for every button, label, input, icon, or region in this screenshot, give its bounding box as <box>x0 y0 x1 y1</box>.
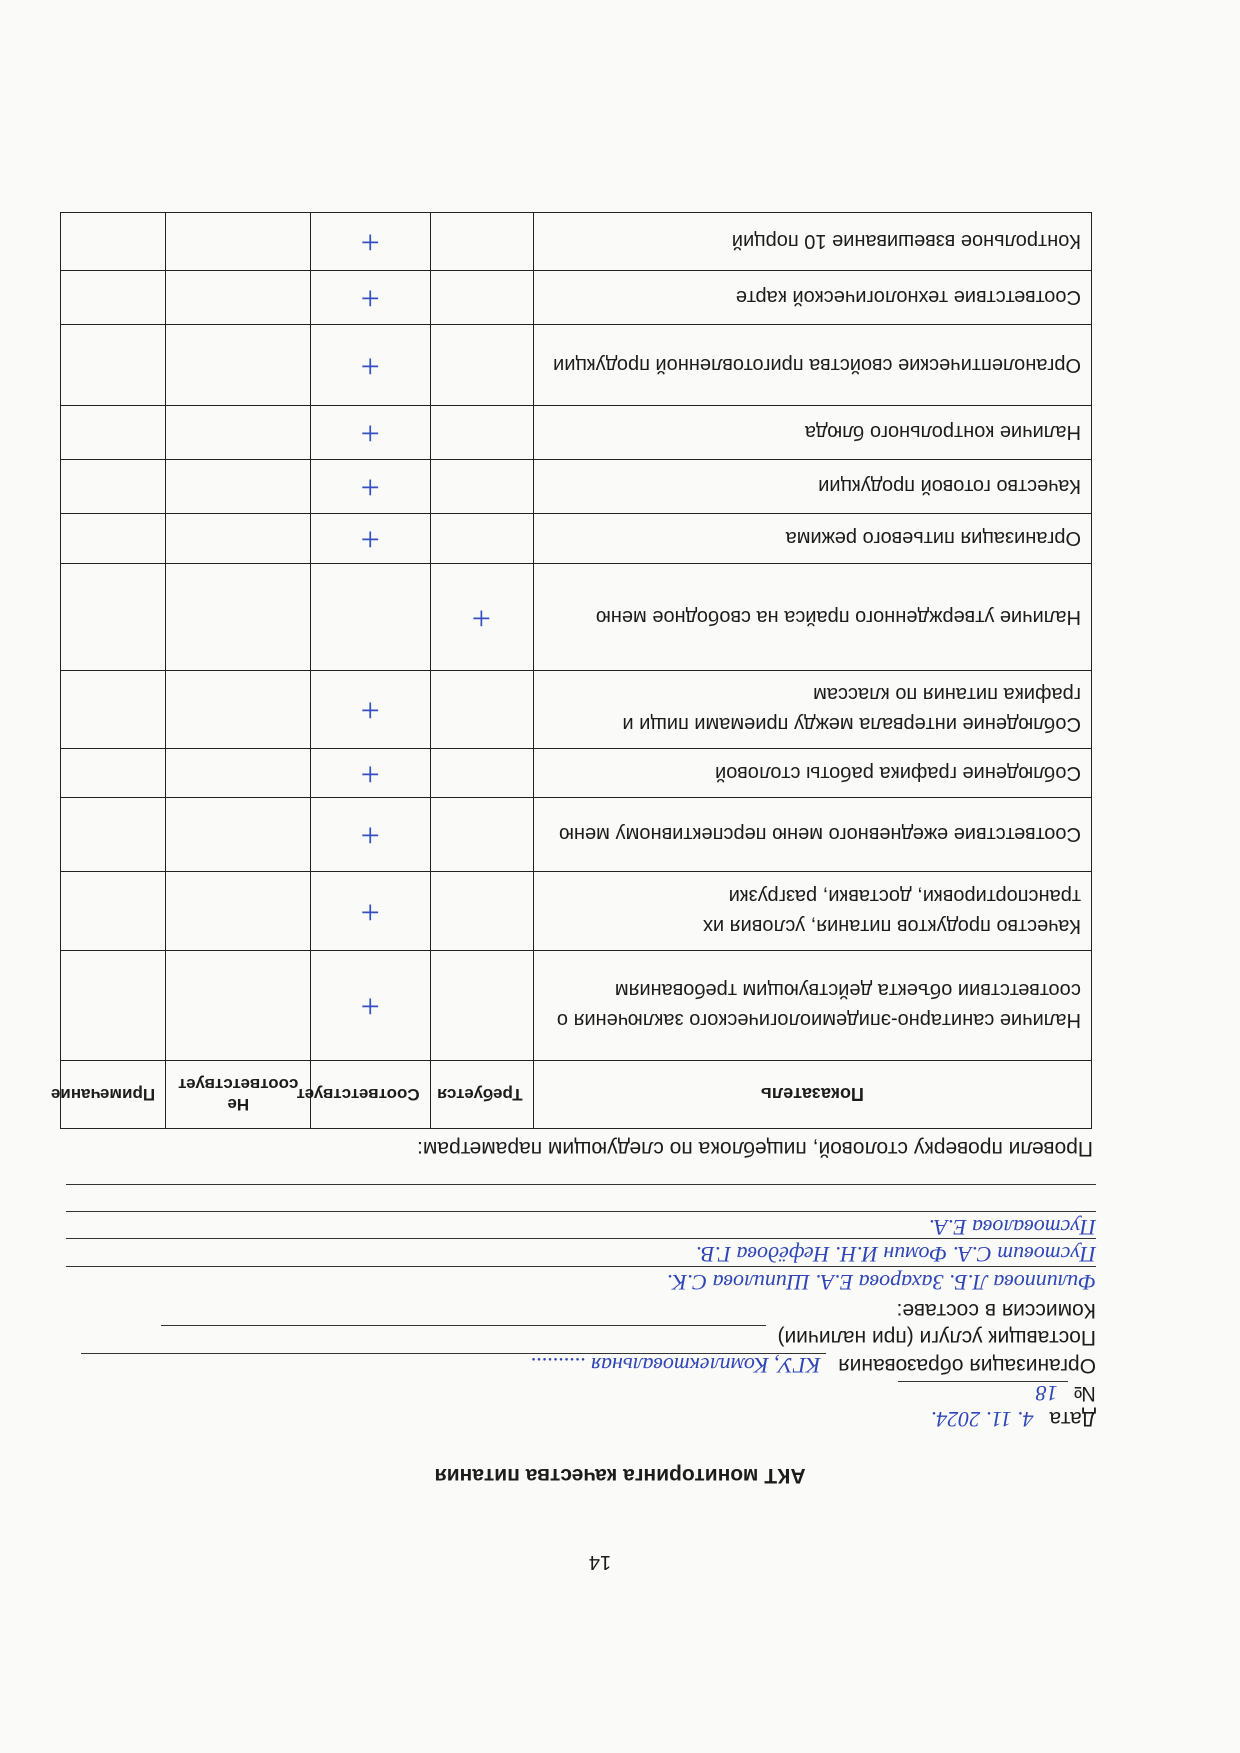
mark-cell <box>61 406 166 460</box>
supplier-label: Поставщик услуги (при наличии) <box>777 1326 1096 1349</box>
mark-cell <box>61 325 166 406</box>
mark-cell: + <box>311 213 430 271</box>
indicator-cell: Наличие санитарно-эпидемиологического заключения о соответствии объекта действующим требованиям <box>533 951 1091 1061</box>
mark-cell <box>166 213 311 271</box>
mark-cell <box>166 325 311 406</box>
indicator-cell: Соответствие технологической карте <box>533 271 1091 325</box>
commission-members: Филиппова Л.Б. Захарова Е.А. Шипилова С.К. <box>666 1270 1096 1295</box>
indicator-cell: Наличие контрольного блюда <box>533 406 1091 460</box>
indicator-cell: Соблюдение графика работы столовой <box>533 749 1091 798</box>
mark-cell: + <box>311 406 430 460</box>
column-header-required: Требуется <box>430 1061 533 1129</box>
table-row <box>61 460 1092 514</box>
mark-cell <box>430 872 533 951</box>
mark-cell <box>430 749 533 798</box>
indicator-cell: Соответствие ежедневного меню перспективному меню <box>533 798 1091 872</box>
mark-cell <box>61 564 166 671</box>
commission-members: Пустовит С.А. Фомин И.Н. Нефёдова Г.В. <box>695 1242 1096 1267</box>
mark-cell <box>166 671 311 749</box>
indicator-cell: Качество готовой продукции <box>533 460 1091 514</box>
supplier-row <box>161 1322 1096 1350</box>
document-title: АКТ мониторинга качества питания <box>434 1464 806 1487</box>
mark-cell <box>430 213 533 271</box>
indicator-cell: Контрольное взвешивание 10 порций <box>533 213 1091 271</box>
mark-cell <box>430 798 533 872</box>
column-header-not-conforms: Не соответствует <box>166 1061 311 1129</box>
number-label: № <box>1073 1382 1096 1405</box>
date-row <box>931 1404 1096 1432</box>
table-row <box>61 798 1092 872</box>
table-row <box>61 749 1092 798</box>
mark-cell <box>61 872 166 951</box>
mark-cell: + <box>311 271 430 325</box>
commission-members: Пустовалова Е.А. <box>928 1215 1096 1240</box>
mark-cell: + <box>430 564 533 671</box>
table-row <box>61 671 1092 749</box>
mark-cell <box>61 671 166 749</box>
organization-row <box>81 1350 1096 1378</box>
mark-cell <box>166 798 311 872</box>
number-value: 18 <box>1035 1381 1058 1406</box>
mark-cell <box>166 749 311 798</box>
commission-line <box>66 1211 1096 1240</box>
indicator-cell: Организация питьевого режима <box>533 514 1091 564</box>
mark-cell <box>166 406 311 460</box>
commission-label: Комиссия в составе: <box>896 1299 1096 1322</box>
mark-cell <box>166 271 311 325</box>
indicator-cell: Качество продуктов питания, условия их транспортировки, доставки, разгрузки <box>533 872 1091 951</box>
mark-cell <box>61 514 166 564</box>
mark-cell: + <box>311 671 430 749</box>
mark-cell: + <box>311 325 430 406</box>
mark-cell <box>430 325 533 406</box>
mark-cell <box>166 564 311 671</box>
intro-text: Провели проверку столовой, пищеблока по следующим параметрам: <box>417 1137 1093 1160</box>
mark-cell: + <box>311 872 430 951</box>
mark-cell <box>166 951 311 1061</box>
page-number: 14 <box>588 1551 612 1573</box>
parameters-table <box>50 212 1092 1129</box>
table-row <box>61 406 1092 460</box>
mark-cell <box>166 514 311 564</box>
number-row <box>898 1378 1096 1406</box>
organization-label: Организация образования <box>838 1354 1096 1377</box>
table-header-row <box>61 1061 1092 1129</box>
indicator-cell: Соблюдение интервала между приемами пищи и графика питания по классам <box>533 671 1091 749</box>
mark-cell <box>430 271 533 325</box>
organization-value: КГУ, Комплектовальная .......... <box>530 1353 821 1378</box>
table-body <box>61 213 1092 1061</box>
mark-cell: + <box>311 514 430 564</box>
mark-cell: + <box>311 460 430 514</box>
table-row <box>61 564 1092 671</box>
mark-cell <box>430 671 533 749</box>
table-row <box>61 213 1092 271</box>
commission-row <box>897 1294 1096 1322</box>
column-header-conforms: Соответствует <box>311 1061 430 1129</box>
table-row <box>61 271 1092 325</box>
mark-cell <box>61 213 166 271</box>
table-row <box>61 514 1092 564</box>
mark-cell <box>61 460 166 514</box>
mark-cell <box>61 749 166 798</box>
column-header-note: Примечание <box>61 1061 166 1129</box>
date-value: 4. 11. 2024. <box>930 1407 1034 1432</box>
table-row <box>61 872 1092 951</box>
mark-cell: + <box>311 749 430 798</box>
indicator-cell: Наличие утвержденного прайса на свободное меню <box>533 564 1091 671</box>
date-label: Дата <box>1049 1407 1096 1430</box>
mark-cell <box>61 798 166 872</box>
indicator-cell: Органолептические свойства приготовленной продукции <box>533 325 1091 406</box>
mark-cell <box>430 460 533 514</box>
mark-cell <box>61 951 166 1061</box>
commission-line <box>66 1184 1096 1185</box>
mark-cell: + <box>311 951 430 1061</box>
mark-cell <box>166 460 311 514</box>
table-row <box>61 951 1092 1061</box>
mark-cell: + <box>311 798 430 872</box>
mark-cell <box>430 406 533 460</box>
table-row <box>61 325 1092 406</box>
mark-cell <box>311 564 430 671</box>
mark-cell <box>61 271 166 325</box>
mark-cell <box>430 514 533 564</box>
mark-cell <box>166 872 311 951</box>
mark-cell <box>430 951 533 1061</box>
column-header-indicator: Показатель <box>533 1061 1091 1129</box>
